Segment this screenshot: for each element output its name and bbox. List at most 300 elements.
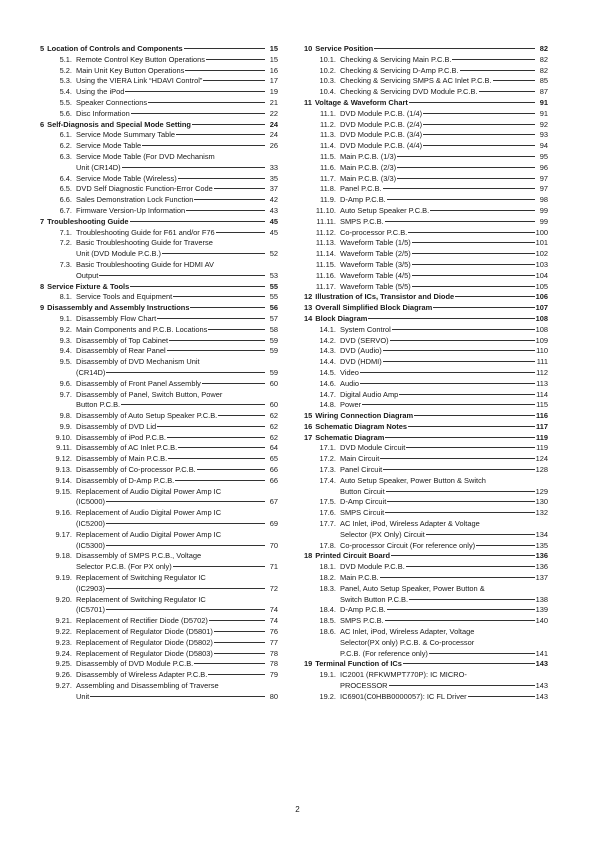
toc-entry[interactable] (304, 141, 548, 152)
toc-entry[interactable] (304, 271, 548, 282)
toc-entry-title-wrap (76, 109, 266, 120)
toc-entry[interactable] (40, 152, 278, 174)
toc-entry-line (48, 681, 278, 692)
toc-entry-title: AC Inlet, iPod, Wireless Adapter, Voltage (340, 627, 475, 637)
toc-entry[interactable] (40, 66, 278, 77)
toc-entry[interactable] (40, 627, 278, 638)
toc-section[interactable] (304, 98, 548, 109)
toc-entry[interactable] (40, 130, 278, 141)
dot-leader (131, 113, 265, 114)
toc-entry-number: 18.5. (319, 616, 336, 626)
toc-entry-title: System Control (340, 324, 391, 334)
toc-entry[interactable] (304, 120, 548, 131)
dot-leader (397, 167, 535, 168)
toc-entry-number: 11.11. (316, 216, 336, 226)
toc-page-number: 79 (269, 670, 278, 680)
dot-leader (380, 458, 534, 459)
toc-entry-number: 6.7. (59, 205, 72, 215)
toc-entry-title-wrap (76, 346, 266, 357)
toc-page-number: 130 (535, 497, 548, 507)
toc-entry[interactable] (304, 184, 548, 195)
toc-section-title: Service Position (315, 44, 374, 53)
toc-entry[interactable] (40, 573, 278, 595)
toc-entry[interactable] (304, 476, 548, 498)
toc-section[interactable] (304, 551, 548, 562)
toc-entry[interactable] (304, 346, 548, 357)
toc-entry-title: Basic Troubleshooting Guide for Traverse (76, 238, 213, 248)
toc-section[interactable] (40, 282, 278, 293)
toc-entry-number: 17.3. (319, 465, 336, 475)
toc-entry-title: Remote Control Key Button Operations (76, 54, 205, 64)
toc-page-number: 119 (536, 443, 548, 453)
toc-entry-title: Selector(PX only) P.C.B. & Co-processor (340, 637, 475, 647)
toc-entry-title-wrap (340, 163, 536, 174)
toc-entry[interactable] (304, 443, 548, 454)
toc-entry[interactable] (304, 66, 548, 77)
toc-entry[interactable] (40, 433, 278, 444)
toc-entry-title: Replacement of Regulator Diode (D5802) (76, 637, 213, 647)
toc-page-number: 138 (535, 594, 548, 604)
toc-entry-title: Co-processor Circuit (For reference only) (340, 540, 476, 550)
toc-entry[interactable] (40, 238, 278, 260)
toc-page-number: 52 (269, 249, 278, 259)
dot-leader (185, 70, 265, 71)
dot-leader (197, 469, 265, 470)
toc-entry-title-wrap (315, 659, 535, 670)
toc-section[interactable] (40, 120, 278, 131)
toc-section[interactable] (304, 292, 548, 303)
toc-entry[interactable] (40, 336, 278, 347)
toc-entry-title: Replacement of Audio Digital Power Amp IC (76, 486, 222, 496)
toc-entry-title-wrap (340, 605, 536, 616)
toc-page-number: 124 (535, 454, 548, 464)
toc-entry[interactable] (304, 260, 548, 271)
toc-page-number: 117 (536, 421, 548, 431)
toc-entry[interactable] (40, 195, 278, 206)
toc-entry[interactable] (40, 357, 278, 379)
toc-entry-number: 11.8. (320, 184, 336, 194)
toc-entry[interactable] (40, 487, 278, 509)
toc-entry[interactable] (40, 228, 278, 239)
dot-leader (430, 210, 535, 211)
toc-section[interactable] (40, 44, 278, 55)
toc-entry[interactable] (304, 76, 548, 87)
toc-entry[interactable] (304, 508, 548, 519)
toc-entry[interactable] (304, 584, 548, 606)
toc-entry[interactable] (40, 346, 278, 357)
toc-page-number: 58 (269, 324, 278, 334)
toc-entry-title: Disassembly of DVD Module P.C.B. (76, 659, 194, 669)
toc-entry[interactable] (304, 465, 548, 476)
dot-leader (360, 383, 535, 384)
toc-page-number: 95 (539, 151, 548, 161)
toc-page-number: 69 (269, 519, 278, 529)
dot-leader (162, 253, 265, 254)
toc-page-number: 91 (539, 97, 548, 107)
toc-entry-title: DVD Module P.C.B. (2/4) (340, 119, 423, 129)
dot-leader (383, 188, 535, 189)
toc-page-number: 116 (536, 411, 548, 421)
toc-entry[interactable] (304, 152, 548, 163)
toc-page-number: 70 (269, 540, 278, 550)
toc-entry[interactable] (304, 368, 548, 379)
toc-entry[interactable] (304, 605, 548, 616)
toc-entry-title-wrap (340, 76, 536, 87)
toc-entry-number: 6.3. (59, 151, 72, 161)
toc-entry-title: Service Mode Table (For DVD Mechanism (76, 151, 215, 161)
toc-entry-title-wrap (340, 325, 536, 336)
toc-entry-title-wrap (340, 573, 536, 584)
toc-section[interactable] (40, 303, 278, 314)
toc-section-title: Disassembly and Assembly Instructions (47, 303, 190, 313)
toc-entry-line (48, 584, 278, 595)
toc-entry-number: 17.4. (319, 475, 336, 485)
dot-leader (167, 437, 265, 438)
toc-entry[interactable] (304, 325, 548, 336)
toc-entry-number: 18.4. (319, 605, 336, 615)
toc-entry[interactable] (40, 76, 278, 87)
toc-entry-number: 5.3. (59, 76, 72, 86)
dot-leader (130, 221, 265, 222)
dot-leader (206, 59, 265, 60)
toc-entry-title-wrap (340, 562, 536, 573)
toc-entry-number: 5.2. (59, 65, 72, 75)
toc-entry-title: Disassembly of Rear Panel (76, 346, 166, 356)
toc-section-title: Overall Simplified Block Diagram (315, 303, 433, 313)
toc-entry-line (48, 595, 278, 606)
toc-entry-title-wrap (340, 390, 536, 401)
toc-page-number: 24 (269, 119, 278, 129)
dot-leader (157, 426, 265, 427)
toc-page-number: 37 (269, 184, 278, 194)
toc-entry-title: Service Mode Table (Wireless) (76, 173, 177, 183)
toc-entry-title-wrap (340, 465, 536, 476)
toc-entry-line (312, 638, 548, 649)
toc-entry-title: (IC5000) (76, 497, 105, 507)
toc-entry[interactable] (40, 109, 278, 120)
toc-page-number: 101 (535, 238, 548, 248)
toc-entry-number: 11.7. (320, 173, 336, 183)
toc-entry-number: 5.4. (59, 87, 72, 97)
toc-entry-title: D-Amp P.C.B. (340, 605, 386, 615)
toc-entry-title-wrap (76, 411, 266, 422)
toc-entry-title: Main Unit Key Button Operations (76, 65, 185, 75)
toc-entry[interactable] (304, 390, 548, 401)
toc-entry[interactable] (304, 228, 548, 239)
toc-entry-number: 11.13. (315, 238, 336, 248)
dot-leader (360, 372, 535, 373)
toc-entry-number: 9.25. (55, 659, 72, 669)
toc-page-number: 106 (535, 292, 548, 302)
toc-entry-title: Disassembly of Main P.C.B. (76, 454, 168, 464)
toc-entry-title: Replacement of Rectifier Diode (D5702) (76, 616, 208, 626)
dot-leader (476, 545, 534, 546)
toc-entry[interactable] (40, 681, 278, 703)
toc-entry[interactable] (304, 357, 548, 368)
toc-entry-title-wrap (340, 595, 536, 606)
toc-section-title: Schematic Diagram Notes (315, 421, 408, 431)
toc-entry-title: DVD Module P.C.B. (1/4) (340, 108, 423, 118)
toc-page-number: 55 (269, 292, 278, 302)
toc-page-number: 82 (539, 54, 548, 64)
toc-entry[interactable] (304, 541, 548, 552)
toc-entry-number: 14.4. (319, 357, 336, 367)
toc-entry-title: Replacement of Regulator Diode (D5801) (76, 627, 213, 637)
toc-entry[interactable] (304, 336, 548, 347)
toc-entry-title-wrap (76, 325, 266, 336)
dot-leader (202, 383, 265, 384)
toc-entry-number: 6.6. (59, 195, 72, 205)
toc-entry[interactable] (40, 98, 278, 109)
toc-entry-title-wrap (340, 55, 536, 66)
toc-entry[interactable] (304, 87, 548, 98)
toc-entry[interactable] (304, 379, 548, 390)
dot-leader (406, 447, 535, 448)
toc-entry[interactable] (304, 454, 548, 465)
toc-entry-line (48, 551, 278, 562)
toc-entry-number: 9.27. (55, 681, 72, 691)
toc-entry[interactable] (40, 659, 278, 670)
toc-entry-title-wrap (315, 551, 535, 562)
toc-entry[interactable] (304, 238, 548, 249)
toc-entry-line (48, 163, 278, 174)
dot-leader (429, 653, 535, 654)
toc-page-number: 114 (536, 389, 548, 399)
dot-leader (157, 318, 265, 319)
toc-page-number: 139 (535, 605, 548, 615)
toc-entry[interactable] (40, 260, 278, 282)
toc-entry[interactable] (304, 692, 548, 703)
toc-entry-line (48, 238, 278, 249)
toc-entry-title: Audio (340, 378, 360, 388)
toc-entry[interactable] (304, 217, 548, 228)
toc-entry[interactable] (40, 638, 278, 649)
toc-entry[interactable] (40, 551, 278, 573)
toc-entry[interactable] (40, 184, 278, 195)
toc-section[interactable] (40, 217, 278, 228)
toc-entry-title-wrap (340, 217, 536, 228)
toc-entry-title: DVD Module P.C.B. (3/4) (340, 130, 423, 140)
toc-entry[interactable] (40, 508, 278, 530)
toc-page-number: 82 (539, 44, 548, 53)
toc-entry-title-wrap (340, 649, 536, 660)
toc-entry-title: (IC2903) (76, 583, 105, 593)
toc-entry-number: 17.6. (319, 508, 336, 518)
toc-entry[interactable] (40, 422, 278, 433)
toc-entry-title-wrap (340, 379, 536, 390)
toc-entry-title: Video (340, 367, 359, 377)
dot-leader (148, 102, 265, 103)
toc-entry[interactable] (40, 616, 278, 627)
toc-entry-title-wrap (340, 368, 536, 379)
dot-leader (208, 674, 265, 675)
toc-entry[interactable] (40, 454, 278, 465)
toc-entry-title-wrap (340, 249, 536, 260)
toc-section[interactable] (304, 422, 548, 433)
toc-entry-title: Disassembly Flow Chart (76, 313, 157, 323)
toc-entry-title: Button P.C.B. (76, 400, 121, 410)
toc-entry[interactable] (40, 390, 278, 412)
toc-entry-title-wrap (47, 217, 266, 228)
toc-section-number: 10 (304, 44, 313, 53)
dot-leader (194, 199, 265, 200)
toc-page-number: 59 (269, 367, 278, 377)
toc-entry-title: Checking & Servicing DVD Module P.C.B. (340, 87, 478, 97)
toc-entry-title: Disassembly of Top Cabinet (76, 335, 169, 345)
toc-entry[interactable] (304, 627, 548, 659)
toc-page-number: 91 (539, 108, 548, 118)
toc-entry[interactable] (40, 206, 278, 217)
dot-leader (214, 631, 265, 632)
toc-entry-number: 14.5. (319, 367, 336, 377)
toc-entry-title-wrap (315, 292, 535, 303)
toc-entry-number: 11.16. (315, 270, 336, 280)
toc-entry[interactable] (304, 497, 548, 508)
toc-entry[interactable] (40, 476, 278, 487)
toc-entry-title-wrap (76, 670, 266, 681)
toc-entry-title-wrap (76, 584, 266, 595)
toc-entry-title: Panel, Auto Setup Speaker, Power Button & (340, 583, 485, 593)
toc-entry-title-wrap (315, 303, 535, 314)
toc-section-number: 9 (40, 303, 45, 313)
toc-section[interactable] (304, 411, 548, 422)
toc-page-number: 136 (535, 551, 548, 561)
toc-entry[interactable] (40, 292, 278, 303)
toc-entry-title-wrap (340, 282, 536, 293)
toc-entry[interactable] (304, 249, 548, 260)
toc-entry-number: 7.1. (59, 227, 72, 237)
toc-page-number: 134 (535, 529, 548, 539)
toc-entry-title-wrap (340, 152, 536, 163)
toc-entry[interactable] (40, 465, 278, 476)
dot-leader (218, 415, 265, 416)
toc-page-number: 140 (535, 616, 548, 626)
toc-entry-number: 6.5. (59, 184, 72, 194)
toc-entry-title: Basic Troubleshooting Guide for HDMI AV (76, 259, 214, 269)
dot-leader (387, 609, 535, 610)
toc-page-number: 135 (535, 540, 548, 550)
toc-page-number: 99 (539, 216, 548, 226)
toc-entry[interactable] (40, 649, 278, 660)
toc-section[interactable] (304, 433, 548, 444)
toc-entry[interactable] (304, 195, 548, 206)
toc-entry[interactable] (304, 206, 548, 217)
toc-entry-title-wrap (76, 443, 266, 454)
toc-entry[interactable] (40, 595, 278, 617)
toc-entry-title: (IC5300) (76, 540, 105, 550)
toc-page-number: 15 (269, 44, 278, 53)
toc-entry[interactable] (304, 174, 548, 185)
toc-page-number: 60 (269, 378, 278, 388)
toc-entry[interactable] (304, 616, 548, 627)
toc-section-number: 16 (304, 421, 313, 431)
toc-page-number: 74 (269, 605, 278, 615)
toc-entry-number: 9.17. (55, 529, 72, 539)
toc-section[interactable] (304, 44, 548, 55)
toc-entry[interactable] (304, 562, 548, 573)
toc-entry-title: Speaker Connections (76, 97, 148, 107)
toc-entry[interactable] (304, 670, 548, 692)
toc-entry-title: Digital Audio Amp (340, 389, 399, 399)
toc-entry[interactable] (40, 443, 278, 454)
toc-entry-title: AC Inlet, iPod, Wireless Adapter & Voltage (340, 519, 480, 529)
toc-entry[interactable] (304, 282, 548, 293)
toc-entry-line (312, 530, 548, 541)
toc-entry[interactable] (304, 109, 548, 120)
toc-entry-title: Selector P.C.B. (For PX only) (76, 562, 172, 572)
toc-entry[interactable] (40, 325, 278, 336)
toc-entry-number: 9.7. (59, 389, 72, 399)
toc-entry-title-wrap (47, 44, 266, 55)
toc-entry[interactable] (40, 379, 278, 390)
toc-entry-number: 5.6. (59, 108, 72, 118)
toc-entry-line (48, 487, 278, 498)
dot-leader (106, 523, 265, 524)
toc-entry[interactable] (40, 87, 278, 98)
toc-section[interactable] (304, 659, 548, 670)
toc-entry-title: IC2001 (RFKWMPT770P): IC MICRO- (340, 670, 467, 680)
toc-entry-title-wrap (76, 659, 266, 670)
toc-page-number: 62 (269, 421, 278, 431)
dot-leader (460, 70, 536, 71)
toc-section-number: 17 (304, 432, 313, 442)
toc-section-title: Self-Diagnosis and Special Mode Setting (47, 119, 191, 129)
toc-entry-number: 11.1. (320, 108, 336, 118)
toc-entry[interactable] (304, 163, 548, 174)
dot-leader (216, 232, 265, 233)
dot-leader (178, 178, 265, 179)
toc-page-number: 72 (269, 583, 278, 593)
toc-entry-number: 6.1. (59, 130, 72, 140)
toc-entry-title: D-Amp P.C.B. (340, 195, 386, 205)
toc-section[interactable] (304, 314, 548, 325)
toc-section-number: 6 (40, 119, 45, 129)
toc-entry-number: 9.5. (59, 357, 72, 367)
toc-entry-line (48, 541, 278, 552)
toc-entry[interactable] (40, 670, 278, 681)
toc-entry[interactable] (40, 174, 278, 185)
toc-page-number: 71 (269, 562, 278, 572)
toc-entry-title: Co-processor P.C.B. (340, 227, 408, 237)
toc-entry-number: 11.2. (320, 119, 336, 129)
toc-entry-title: Switch Button P.C.B. (340, 594, 409, 604)
toc-entry[interactable] (304, 519, 548, 541)
toc-entry-title: Disassembly of Auto Setup Speaker P.C.B. (76, 411, 218, 421)
toc-entry[interactable] (304, 55, 548, 66)
toc-section[interactable] (304, 303, 548, 314)
toc-section-title: Schematic Diagram (315, 432, 385, 442)
toc-entry[interactable] (40, 55, 278, 66)
toc-page-number: 137 (535, 573, 548, 583)
dot-leader (186, 210, 265, 211)
toc-entry-title-wrap (76, 627, 266, 638)
toc-entry[interactable] (40, 141, 278, 152)
toc-entry[interactable] (40, 314, 278, 325)
toc-entry[interactable] (40, 411, 278, 422)
toc-page-number: 136 (535, 562, 548, 572)
toc-entry-title-wrap (76, 400, 266, 411)
toc-entry-number: 17.2. (319, 454, 336, 464)
toc-entry-number: 19.1. (319, 670, 336, 680)
toc-entry-line (312, 649, 548, 660)
toc-entry[interactable] (304, 573, 548, 584)
toc-page-number: 60 (269, 400, 278, 410)
toc-entry[interactable] (304, 400, 548, 411)
dot-leader (423, 145, 535, 146)
toc-entry[interactable] (40, 530, 278, 552)
toc-entry[interactable] (304, 130, 548, 141)
toc-entry-number: 11.5. (320, 151, 336, 161)
